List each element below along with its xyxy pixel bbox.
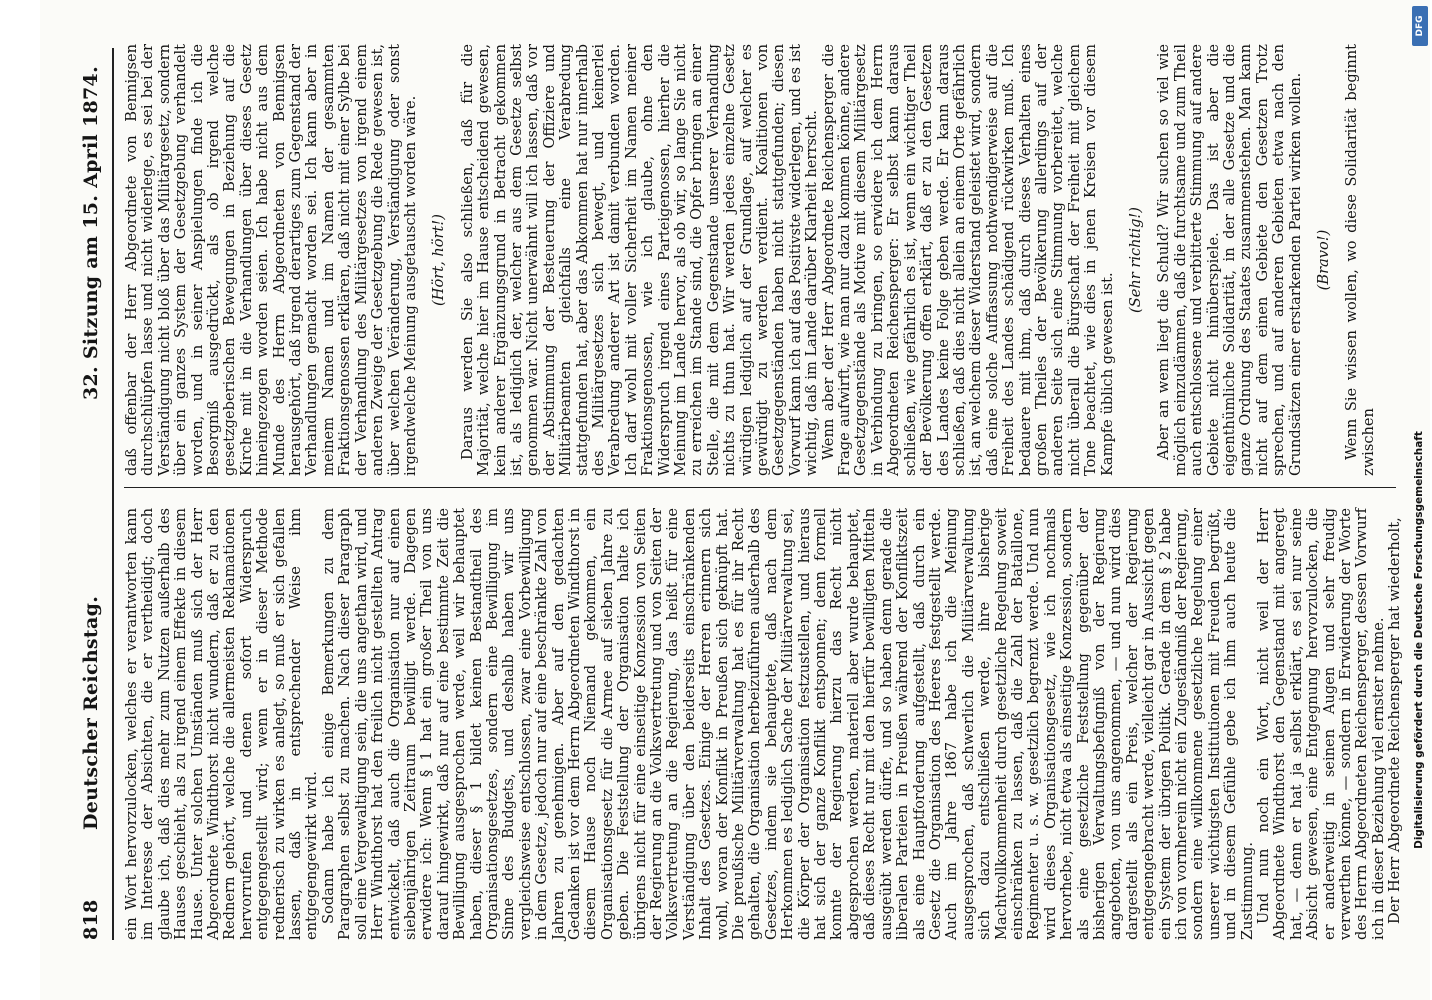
interjection: (Bravo!): [1315, 229, 1333, 291]
column-divider: [124, 487, 1396, 488]
paragraph: ein Wort hervorzulocken, welches er verantworten kann im Interesse der Absichten, die er vertheidigt; doch glaube ich, daß dies mehr zum Nutzen außerhalb des Hauses geschieht, als zu irgend einem Effekte in diesem Hause. Unter solchen Umständen muß sich der Herr Abgeordnete Windthorst nicht wundern, daß er zu den Rednern gehört, welche die allermeisten Reklamationen hervorrufen und denen sofort Widerspruch entgegengestellt wird; wenn er in dieser Methode rednerisch zu wirken es anlegt, so muß er sich gefallen lassen, daß in entsprechender Weise ihm entgegengewirkt wird.: [123, 508, 321, 940]
digitization-credit: [1412, 290, 1426, 990]
page-header: [80, 48, 108, 940]
paragraph: Aber an wem liegt die Schuld? Wir suchen so viel wie möglich einzudämmen, daß die furchtsame und zum Theil auch entschlossene und verbitterte Stimmung auf andere Gebiete nicht hinüberspiele. Das ist aber die eigenthümliche Solidarität, in der alle Gesetze und die ganze Ordnung des Staates zusammenstehen. Man kann nicht auf dem einen Gebiete den Gesetzen Trotz sprechen, und auf anderen Gebieten etwa nach den Grundsätzen einer erstarkenden Partei wirken wollen.: [1155, 44, 1304, 476]
dfg-badge-label: DFG: [1415, 15, 1425, 37]
scanned-page: [40, 0, 1430, 1000]
paragraph: Daraus werden Sie also schließen, daß für die Majorität, welche hier im Hause entscheidend gewesen, kein anderer Ergänzungsgrund in Betracht gekommen ist, als lediglich der, welcher aus dem Gesetze selbst genommen war. Nicht unerwähnt will ich lassen, daß vor der Abstimmung der Besteuerung der Offiziere und Militärbeamten gleichfalls eine Verabredung stattgefunden hat, aber das Abkommen hat nur innerhalb des Militärgesetzes sich bewegt, und keinerlei Verabredung anderer Art ist damit verbunden worden. Ich darf wohl mit voller Sicherheit im Namen meiner Fraktionsgenossen, wie ich glaube, ohne den Widerspruch irgend eines Parteigenossen, hierher die Meinung im Lande hervor, als ob wir, so lange Sie nicht zu erreichen im Stande sind, die Opfer bringen an einer Stelle, die mit dem Gegenstande unserer Verhandlung nichts zu thun hat. Wir werden jedes einzelne Gesetz würdigen lediglich auf der Grundlage, auf welcher es gewürdigt zu werden verdient. Koalitionen von Gesetzgegenständen haben nicht stattgefunden; diesen Vorwurf kann ich auf das Positivste widerlegen, und es ist wichtig, daß im Lande darüber Klarheit herrscht.: [458, 44, 821, 476]
session-title: 32. Sitzung am 15. April 1874.: [80, 66, 102, 400]
interjection: (Sehr richtig!): [1126, 207, 1144, 313]
paragraph: Wenn aber der Herr Abgeordnete Reichensperger die Frage aufwirft, wie man nur dazu kommen könne, andere Gesetzgegenstände als Motive mit diesem Militärgesetz in Verbindung zu bringen, so erwidere ich dem Herrn Abgeordneten Reichensperger: Er selbst kann daraus schließen, wie gefährlich es ist, wenn ein wichtiger Theil der Bevölkerung offen erklärt, daß er zu den Gesetzen des Landes keine Folge geben werde. Er kann daraus schließen, daß dies nicht allein an einem Orte gefährlich ist, an welchem dieser Widerstand geleistet wird, sondern daß eine solche Auffassung nothwendigerweise auf die Freiheit des Landes schädigend rückwirken muß. Ich bedauere mit ihm, daß durch dieses Verhalten eines großen Theiles der Bevölkerung allerdings auf der anderen Seite sich eine Stimmung vorbereitet, welche nicht überall die Bürgschaft der Freiheit mit gleichem Tone beachtet, wie dies in jenen Kreisen vor diesem Kampfe üblich gewesen ist.: [819, 44, 1116, 476]
header-rule: [112, 48, 114, 940]
interjection: (Hört, hört!): [430, 214, 448, 306]
paragraph: Sodann habe ich einige Bemerkungen zu dem Paragraphen selbst zu machen. Nach dieser Paragraph soll eine Vergewaltigung sein, die uns angethan wird, und Herr Windthorst hat den freilich nicht gestellten Antrag entwickelt, daß auch die Organisation nur auf einen siebenjährigen Zeitraum bewilligt werde. Dagegen erwidere ich: Wenn § 1 hat ein großer Theil von uns darauf hingewirkt, daß nur auf eine bestimmte Zeit die Bewilligung ausgesprochen werde, weil wir behauptet haben, dieser § 1 bildet keinen Bestandtheil des Organisationsgesetzes, sondern eine Bewilligung im Sinne des Budgets, und deshalb haben wir uns vergleichsweise entschlossen, zwar eine Vorbewilligung in dem Gesetze, jedoch nur auf eine beschränkte Zahl von Jahren zu genehmigen. Aber auf den gedachten Gedanken ist vor dem Herrn Abgeordneten Windthorst in diesem Hause noch Niemand gekommen, ein Organisationsgesetz für die Armee auf sieben Jahre zu geben. Die Feststellung der Organisation halte ich übrigens nicht für eine einseitige Konzession von Seiten der Regierung an die Volksvertretung und von Seiten der Volksvertretung an die Regierung, das heißt für eine Verständigung über den beiderseits einschränkenden Inhalt des Gesetzes. Einige der Herren erinnern sich wohl, woran der Konflikt in Preußen sich geknüpft hat. Die preußische Militärverwaltung hat es für ihr Recht gehalten, die Organisation herbeizuführen außerhalb des Gesetzes, indem sie behauptete, daß nach dem Herkommen es lediglich Sache der Militärverwaltung sei, die Körper der Organisation festzustellen, und hieraus hat sich der ganze Konflikt entsponnen; denn formell konnte der Regierung hierzu das Recht nicht abgesprochen werden, materiell aber wurde behauptet, daß dieses Recht nur mit den hierfür bewilligten Mitteln ausgeübt werden dürfe, und so haben denn gerade die liberalen Parteien in Preußen während der Konfliktszeit als eine Hauptforderung aufgestellt, daß durch ein Gesetz die Organisation des Heeres festgestellt werde. Auch im Jahre 1867 habe ich die Meinung ausgesprochen, daß schwerlich die Militärverwaltung sich dazu entschließen werde, ihre bisherige Machtvollkommenheit durch gesetzliche Regelung soweit einschränken zu lassen, daß die Zahl der Bataillone, Regimenter u. s. w. gesetzlich begrenzt werde. Und nun wird dieses Organisationsgesetz, wie ich nochmals hervorhebe, nicht etwa als einseitige Konzession, sondern als eine gesetzliche Feststellung gegenüber der bisherigen Verwaltungsbefugniß von der Regierung angeboten, von uns angenommen, — und nun wird dies dargestellt als ein Preis, welcher der Regierung entgegengebracht werde, vielleicht gar in Aussicht gegen ein System der übrigen Politik. Gerade in dem § 2 habe ich von vornherein nicht ein Zugeständniß der Regierung, sondern eine willkommene gesetzliche Regelung einer unserer wichtigsten Institutionen mit Freuden begrüßt, und in diesem Gefühle gebe ich ihm auch heute die Zustimmung.: [319, 508, 1256, 940]
paragraph: Wenn Sie wissen wollen, wo diese Solidarität beginnt zwischen: [1343, 44, 1377, 476]
right-column: [124, 44, 1396, 476]
paragraph: Der Herr Abgeordnete Reichensperger hat wiederholt,: [1386, 517, 1404, 924]
left-column: [123, 508, 1404, 940]
publication-title: Deutscher Reichstag.: [80, 595, 102, 830]
paragraph: daß offenbar der Herr Abgeordnete von Bennigsen durchschlüpfen lasse und nicht widerlege, es sei bei der Verständigung nicht bloß über das Militärgesetz, sondern über ein ganzes System der Gesetzgebung verhandelt worden, und in seiner Anspielungen finde ich die Besorgniß ausgedrückt, als ob irgend welche gesetzgeberischen Bewegungen in Beziehung auf die Kirche mit in die Verhandlungen über dieses Gesetz hineingezogen worden seien. Ich habe nicht aus dem Munde des Herrn Abgeordneten von Bennigsen herausgehört, daß irgend derartiges zum Gegenstand der Verhandlungen gemacht worden sei. Ich kann aber in meinem Namen und im Namen der gesammten Fraktionsgenossen erklären, daß nicht mit einer Sylbe bei der Verhandlung des Militärgesetzes von irgend einem anderen Zweige der Gesetzgebung die Rede gewesen ist, über welchen Veränderung, Verständigung oder sonst irgendwelche Meinung ausgetauscht worden wäre.: [123, 44, 419, 476]
page-number: 818: [80, 899, 102, 940]
paragraph: Und nun noch ein Wort, nicht weil der Herr Abgeordnete Windthorst den Gegenstand mit angeregt hat, — denn er hat ja selbst erklärt, es sei nur seine Absicht gewesen, eine Entgegnung hervorzulocken, die er anderweitig in seinen Augen und sehr freudig verwerthen könne, — sondern in Erwiderung der Worte des Herrn Abgeordneten Reichensperger, dessen Vorwurf ich in dieser Beziehung viel ernster nehme.: [1255, 508, 1387, 940]
digitization-credit-text: Digitalisierung gefördert durch die Deutsche Forschungsgemeinschaft: [1413, 431, 1425, 849]
dfg-logo-icon: [1412, 6, 1428, 46]
